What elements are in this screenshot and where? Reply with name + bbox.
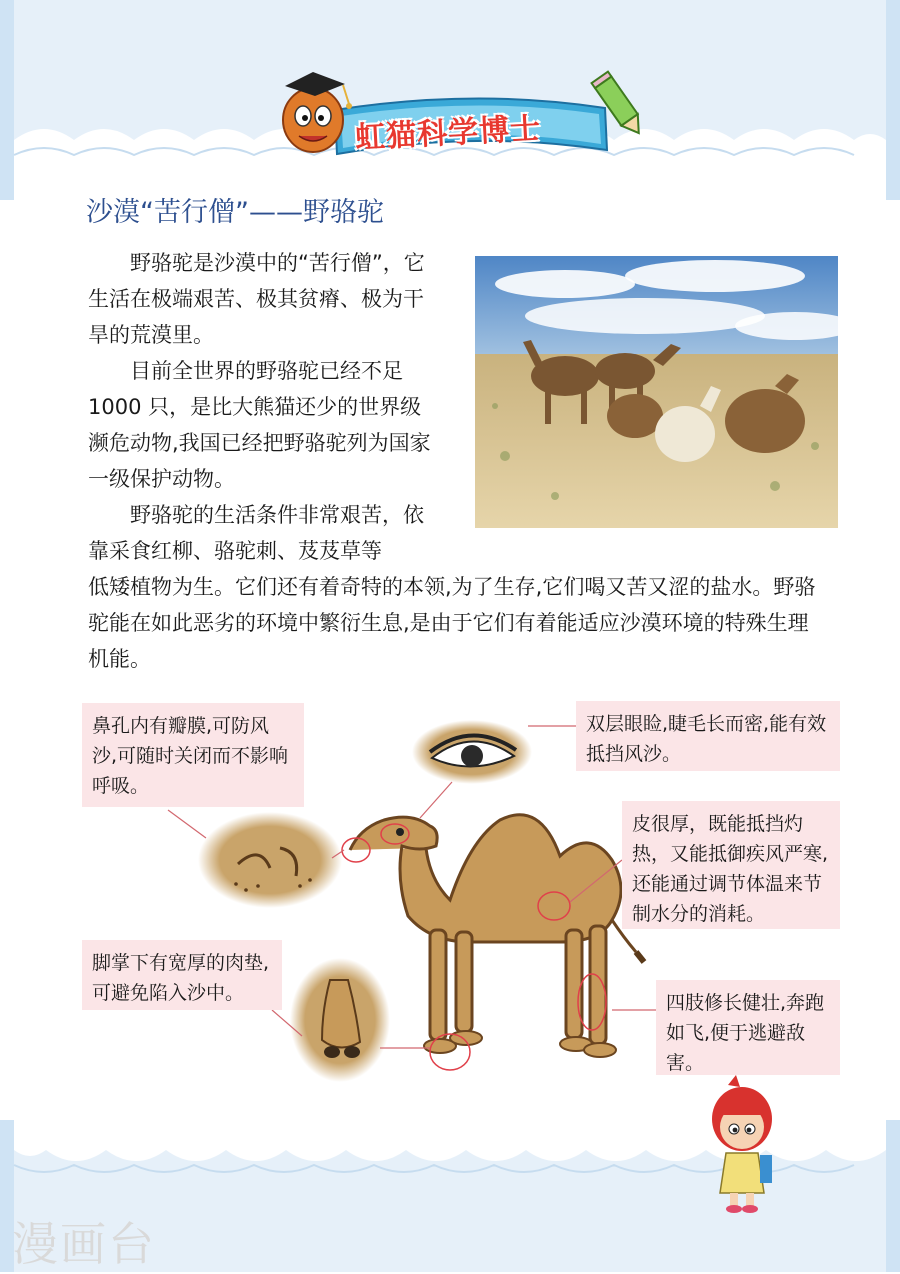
banner-title: 虹猫科学博士 xyxy=(354,111,542,156)
camel-icon xyxy=(350,815,636,1044)
paragraph-1: 野骆驼是沙漠中的“苦行僧”，它生活在极端艰苦、极其贫瘠、极为干旱的荒漠里。 xyxy=(88,251,425,347)
watermark: 漫画台 xyxy=(12,1217,156,1271)
foot-closeup-icon xyxy=(290,958,390,1082)
paragraph-2: 目前全世界的野骆驼已经不足 1000 只，是比大熊猫还少的世界级濒危动物,我国已经把野骆驼列为国家一级保护动物。 xyxy=(88,359,431,491)
girl-mascot-icon xyxy=(700,1075,790,1215)
callout-legs: 四肢修长健壮,奔跑如飞,便于逃避敌害。 xyxy=(656,980,840,1075)
paragraph-3-lead: 野骆驼的生活条件非常艰苦，依靠采食红柳、骆驼刺、芨芨草等 xyxy=(88,503,424,563)
callout-foot: 脚掌下有宽厚的肉垫,可避免陷入沙中。 xyxy=(82,940,282,1010)
eye-closeup-icon xyxy=(412,720,532,784)
wild-camel-photo xyxy=(475,256,838,528)
article-title: 沙漠“苦行僧”——野骆驼 xyxy=(86,197,384,228)
callout-nose: 鼻孔内有瓣膜,可防风沙,可随时关闭而不影响呼吸。 xyxy=(82,703,304,807)
callout-skin: 皮很厚，既能抵挡灼热，又能抵御疾风严寒,还能通过调节体温来节制水分的消耗。 xyxy=(622,801,840,929)
callout-eye: 双层眼睑,睫毛长而密,能有效抵挡风沙。 xyxy=(576,701,840,771)
paragraph-3-rest: 低矮植物为生。它们还有着奇特的本领,为了生存,它们喝又苦又涩的盐水。野骆驼能在如此恶劣的环境中繁衍生息,是由于它们有着能适应沙漠环境的特殊生理机能。 xyxy=(88,575,816,671)
nose-closeup-icon xyxy=(198,812,342,908)
